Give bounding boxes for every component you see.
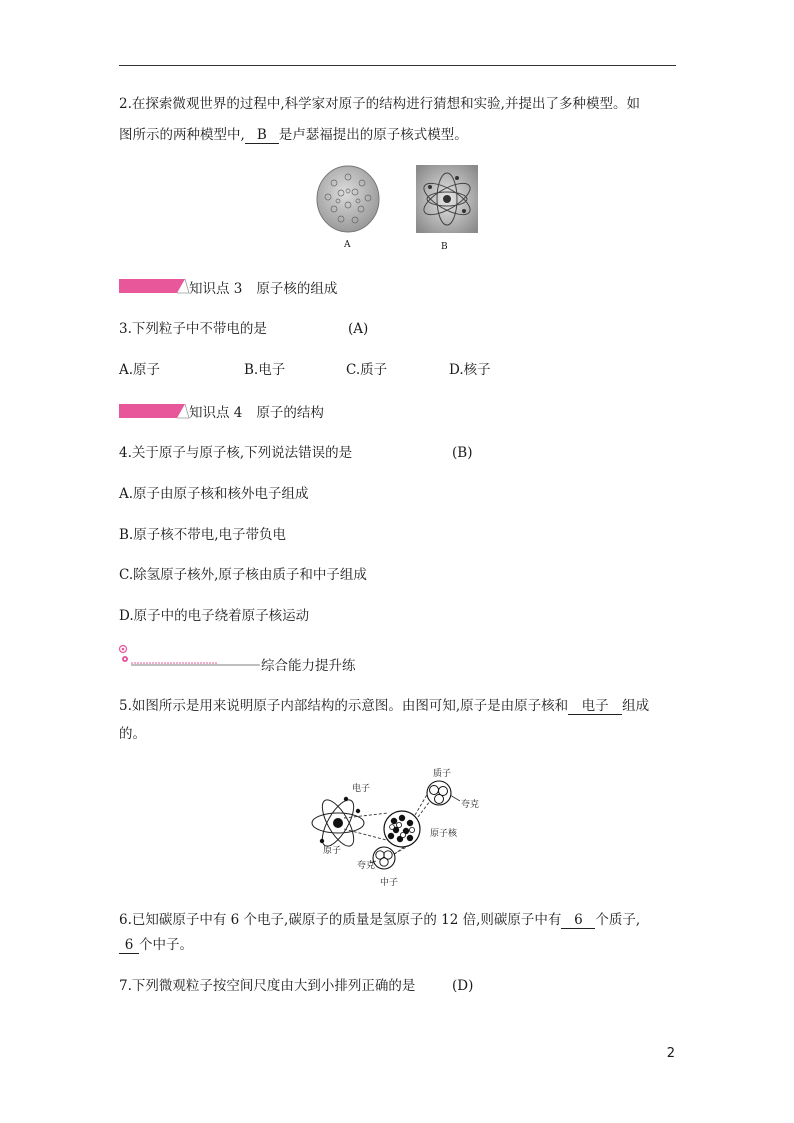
q3-option-a: A.原子 [119,362,161,378]
q4-option-d: D.原子中的电子绕着原子核运动 [119,608,310,624]
q6-answer-1-blank: 6 [561,912,595,929]
q2-answer-blank: B [245,127,279,144]
q6-text-1a: 6.已知碳原子中有 6 个电子,碳原子的质量是氢原子的 12 倍,则碳原子中有 [119,912,562,928]
model-b-label: B [441,242,448,252]
kp4-tag [119,403,191,419]
q3-option-c: C.质子 [346,362,388,378]
q4-stem: 4.关于原子与原子核,下列说法错误的是 [119,445,353,461]
q7-stem: 7.下列微观粒子按空间尺度由大到小排列正确的是 [119,978,416,994]
section-decoration [117,643,262,671]
q4-option-b: B.原子核不带电,电子带负电 [119,527,287,543]
kp3-label: 知识点 3 [189,281,243,297]
q3-option-b: B.电子 [244,362,286,378]
q4-option-c: C.除氢原子核外,原子核由质子和中子组成 [119,567,367,583]
label-quark-1: 夸克 [461,800,480,810]
q3-stem: 3.下列粒子中不带电的是 [119,321,267,337]
q5-text-1b: 组成 [622,698,650,714]
q5-text-2: 的。 [119,726,146,742]
q2-text-2b: 是卢瑟福提出的原子核式模型。 [278,127,468,143]
thomson-model-figure [314,163,382,237]
model-a-label: A [344,240,351,250]
rutherford-model-figure [416,165,478,233]
kp3-tag [119,278,191,294]
kp3-heading [189,279,337,299]
q6-line-2 [119,934,193,956]
label-electron: 电子 [352,784,371,794]
q2-text-2a: 图所示的两种模型中, [119,127,245,143]
label-quark-2: 夸克 [357,861,376,871]
kp4-title: 原子的结构 [256,405,324,421]
q2-line-2 [119,124,468,146]
kp3-title: 原子核的组成 [256,281,338,297]
header-rule [119,65,676,66]
label-nucleus: 原子核 [430,829,458,839]
q6-line-1 [119,909,640,931]
q6-text-1b: 个质子, [595,912,641,928]
label-neutron: 中子 [380,878,399,888]
atom-structure-diagram [300,763,500,889]
q6-text-2b: 个中子。 [139,937,193,953]
q3-option-d: D.核子 [449,362,491,378]
q3-answer: (A) [348,321,369,337]
q5-answer-blank: 电子 [568,698,622,715]
kp4-heading [189,403,324,423]
q2-text-1: 2.在探索微观世界的过程中,科学家对原子的结构进行猜想和实验,并提出了多种模型。如 [119,96,640,112]
q4-option-a: A.原子由原子核和核外电子组成 [119,486,309,502]
q6-answer-2-blank: 6 [119,937,139,954]
q7-answer: (D) [452,978,474,994]
q2-line-1 [119,93,640,115]
section-title: 综合能力提升练 [261,658,356,674]
kp4-label: 知识点 4 [189,405,243,421]
q5-text-1a: 5.如图所示是用来说明原子内部结构的示意图。由图可知,原子是由原子核和 [119,698,569,714]
label-atom: 原子 [323,846,342,856]
q4-answer: (B) [452,445,473,461]
label-proton: 质子 [433,769,452,779]
q5-line-1 [119,695,649,717]
page-number: 2 [666,1046,675,1061]
